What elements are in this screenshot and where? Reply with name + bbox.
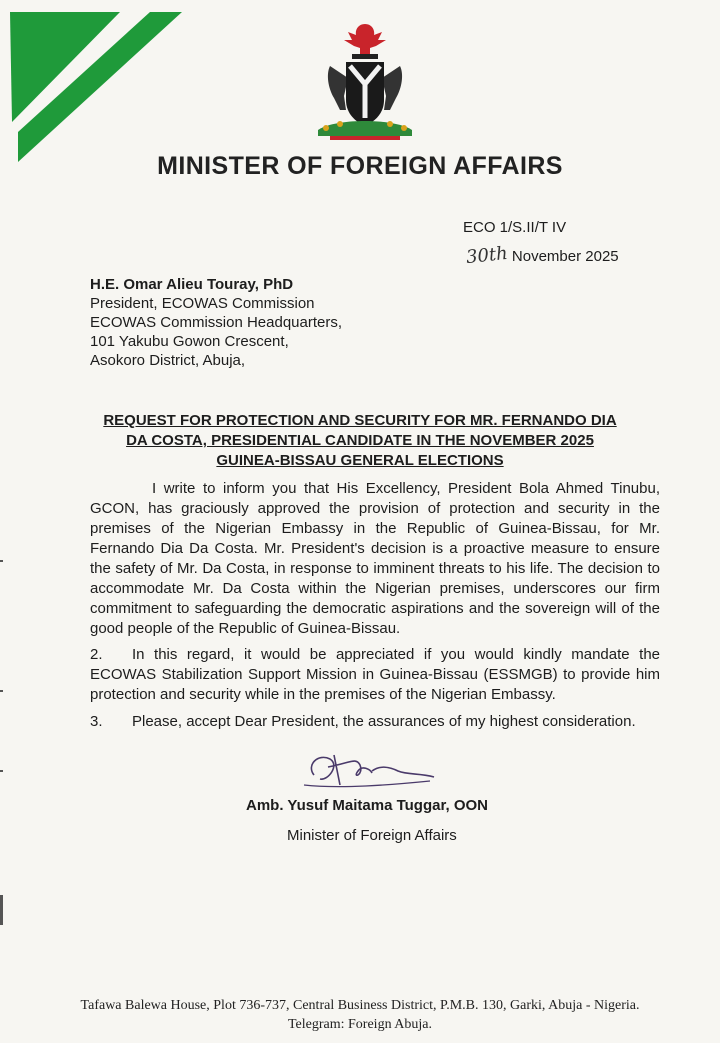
footer-address: Tafawa Balewa House, Plot 736-737, Central Business District, P.M.B. 130, Garki, Abuja - Nigeria. [80,998,640,1013]
scan-edge-mark [0,560,3,562]
recipient-line: ECOWAS Commission Headquarters, [90,314,343,331]
paragraph-text: In this regard, it would be appreciated if you would kindly mandate the ECOWAS Stabilization Support Mission in Guinea-Bissau (ESSMGB) to provide him protection and security while in the premises of the Nigerian Embassy. [90,646,660,703]
paragraph-1: I write to inform you that His Excellency, President Bola Ahmed Tinubu, GCON, has graciously approved the provision of protection and security in the premises of the Nigerian Embassy in the Republic of Guinea-Bissau, for Mr. Fernando Dia Da Costa. Mr. President's decision is a proactive measure to ensure the safety of Mr. Da Costa, in response to imminent threats to his life. The decision to accommodate Mr. Da Costa within the Nigerian premises, underscores our firm commitment to safeguarding the democratic aspirations and the sovereign will of the good people of the Republic of Guinea-Bissau. [90,480,660,637]
paragraph-number: 2. [90,646,103,663]
subject-heading [90,411,630,471]
reference-code: ECO 1/S.II/T IV [463,219,567,236]
ministry-title: MINISTER OF FOREIGN AFFAIRS [157,152,563,180]
footer-telegram: Telegram: Foreign Abuja. [287,1017,433,1032]
signatory-title: Minister of Foreign Affairs [287,827,457,844]
paragraph-3 [90,712,660,732]
scan-edge-mark [0,770,3,772]
subject-line: DA COSTA, PRESIDENTIAL CANDIDATE IN THE NOVEMBER 2025 [126,432,594,449]
letterhead-footer [0,996,720,1034]
recipient-line: President, ECOWAS Commission [90,295,315,312]
scan-edge-mark [0,895,3,925]
scan-edge-mark [0,690,3,692]
coat-of-arms-emblem [300,18,430,146]
signatory-name: Amb. Yusuf Maitama Tuggar, OON [246,797,488,814]
recipient-line: Asokoro District, Abuja, [90,352,246,369]
recipient-line: 101 Yakubu Gowon Crescent, [90,333,289,350]
paragraph-number: 3. [90,713,103,730]
green-stripes-graphic [0,0,200,175]
date-day-handwritten: 30th [465,242,509,269]
handwritten-signature [300,745,440,795]
recipient-name: H.E. Omar Alieu Touray, PhD [90,276,294,293]
recipient-address [90,275,342,370]
paragraph-text: Please, accept Dear President, the assurances of my highest consideration. [132,713,636,730]
date-month-year: November 2025 [511,248,619,265]
letter-date [465,242,619,269]
subject-line: GUINEA-BISSAU GENERAL ELECTIONS [216,452,504,469]
subject-line: REQUEST FOR PROTECTION AND SECURITY FOR MR. FERNANDO DIA [103,412,617,429]
paragraph-2 [90,645,660,705]
